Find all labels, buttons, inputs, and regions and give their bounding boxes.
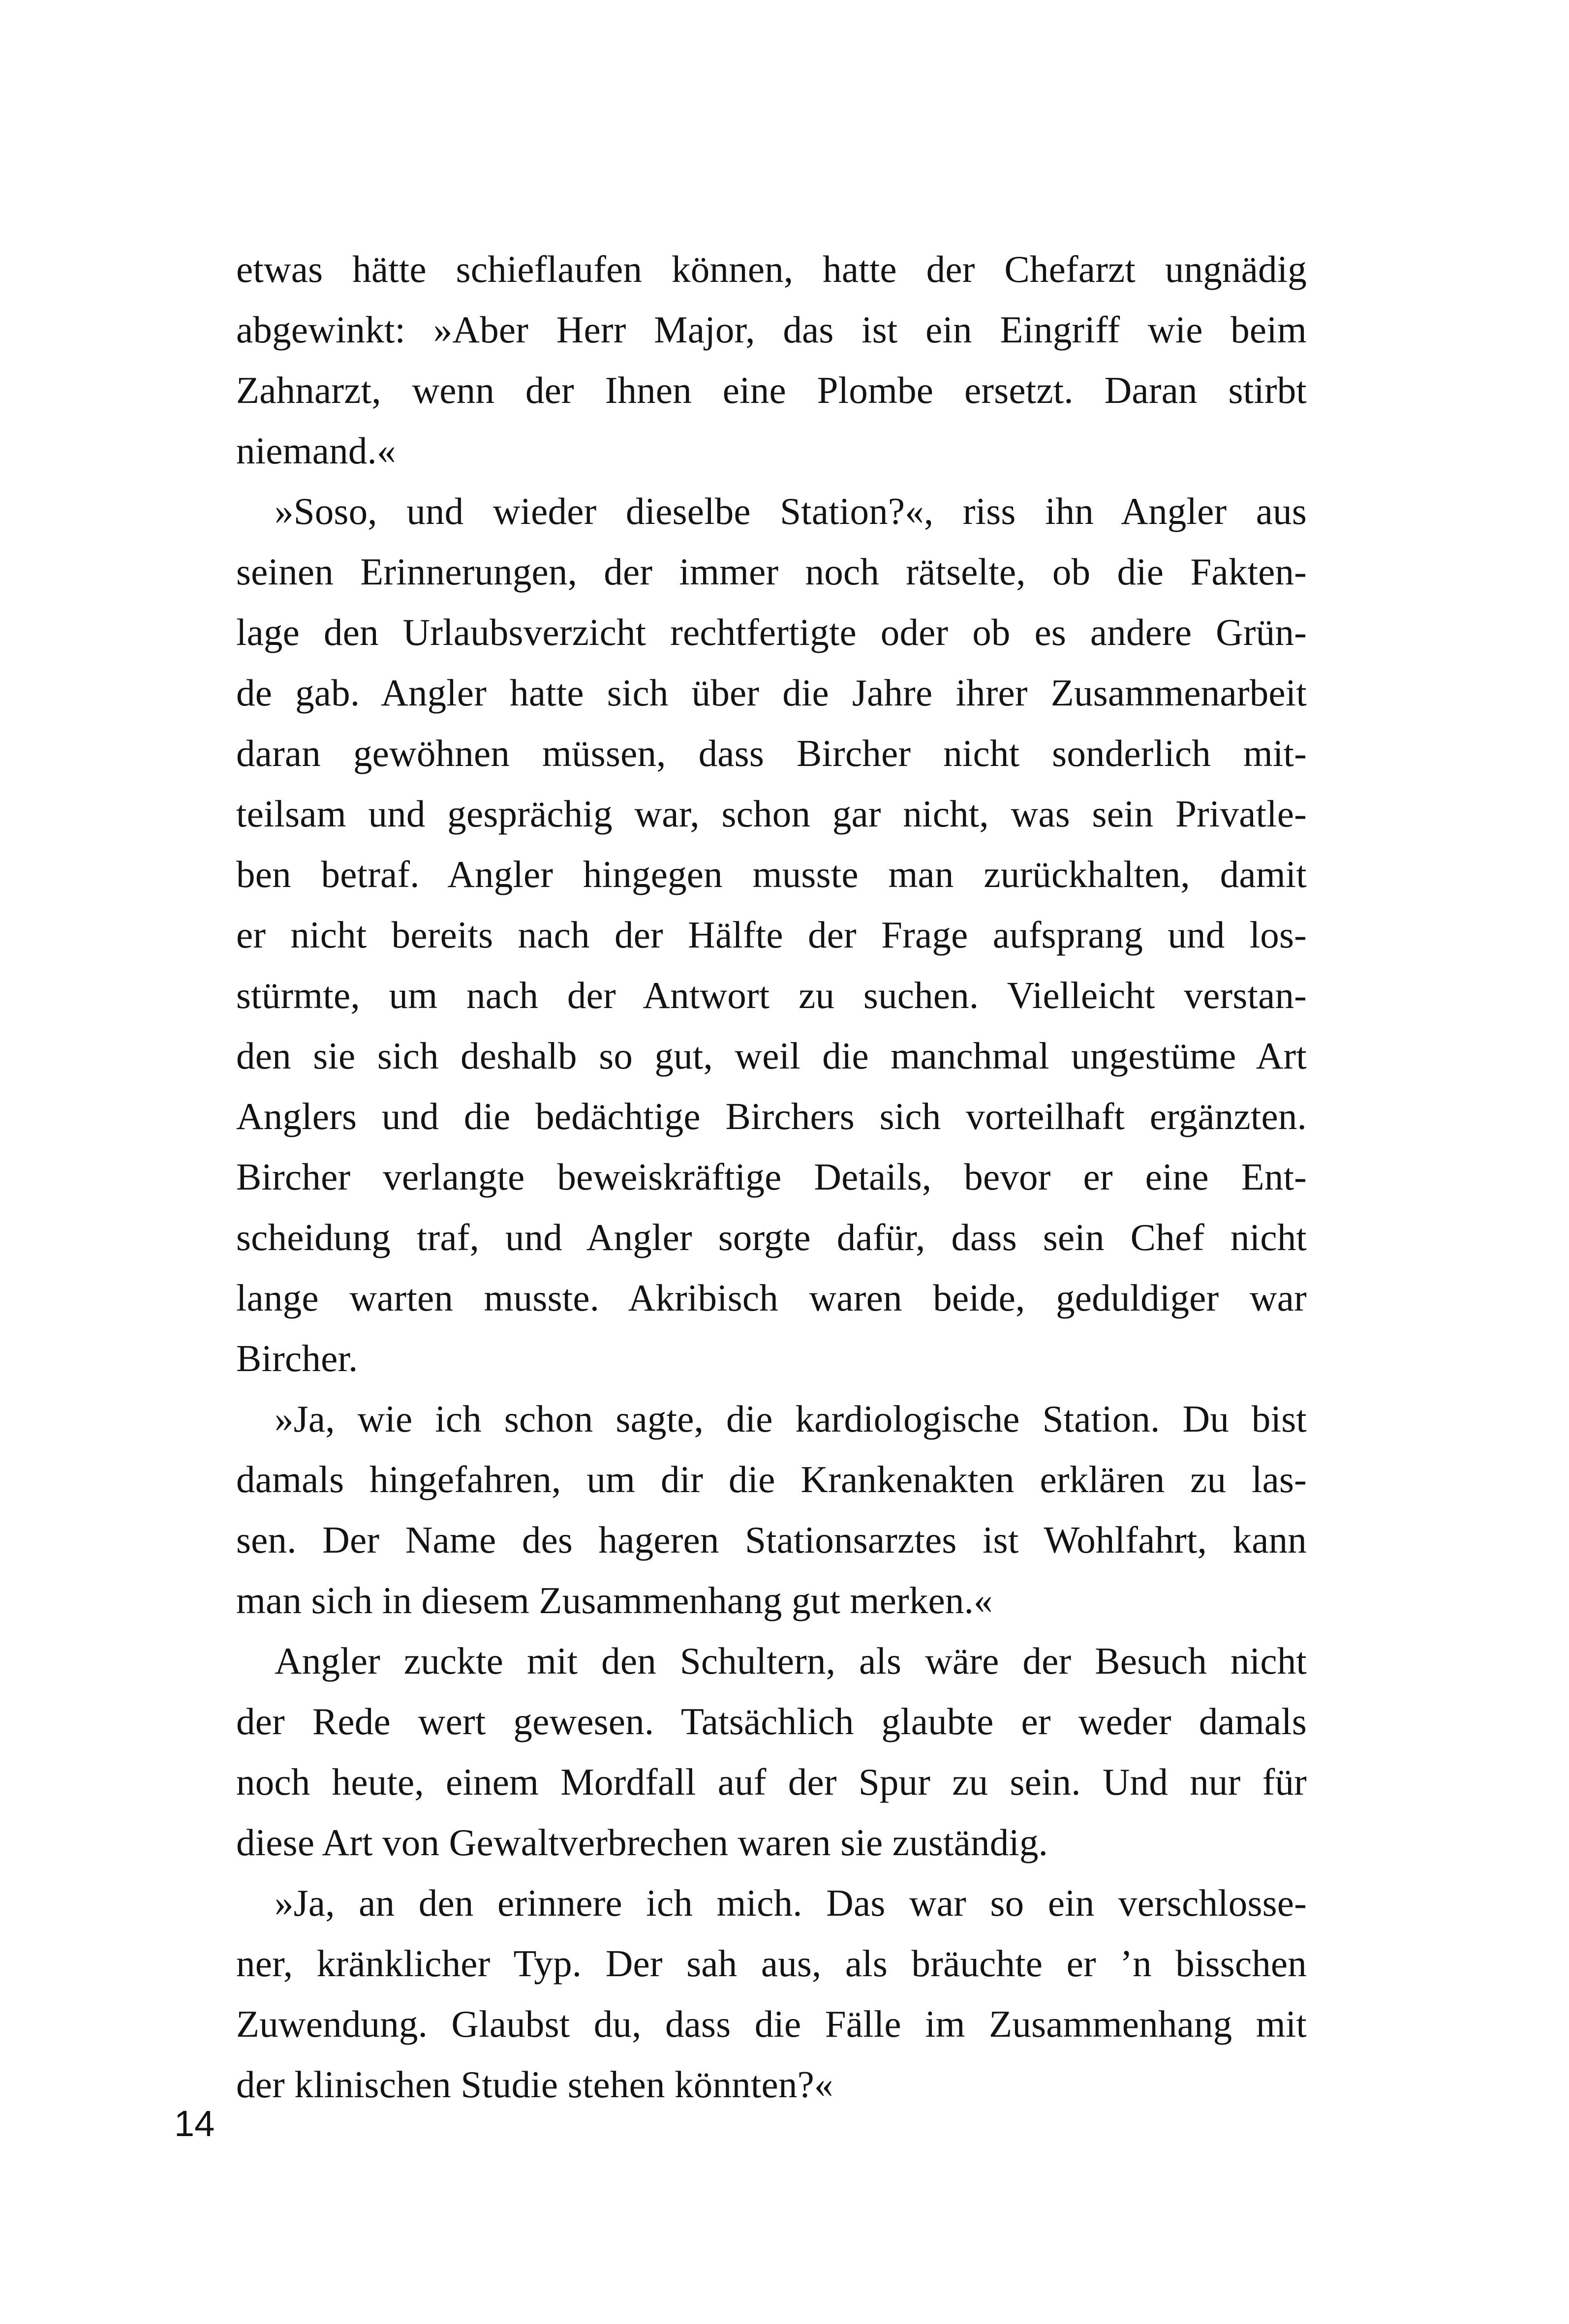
text-block xyxy=(236,239,1307,2115)
text-line: Bircher verlangte beweiskräftige Details, bevor er eine Ent- xyxy=(236,1156,1307,1198)
text-line: Angler zuckte mit den Schultern, als wäre der Besuch nicht xyxy=(275,1640,1307,1682)
text-line: Zuwendung. Glaubst du, dass die Fälle im Zusammenhang mit xyxy=(236,2003,1307,2045)
text-line: lage den Urlaubsverzicht rechtfertigte oder ob es andere Grün- xyxy=(236,611,1307,653)
text-line: sen. Der Name des hageren Stationsarztes ist Wohlfahrt, kann xyxy=(236,1519,1307,1561)
text-line: man sich in diesem Zusammenhang gut merken.« xyxy=(236,1579,993,1621)
text-line: Bircher. xyxy=(236,1337,358,1379)
text-line: »Ja, wie ich schon sagte, die kardiologische Station. Du bist xyxy=(275,1398,1307,1440)
text-line: stürmte, um nach der Antwort zu suchen. Vielleicht verstan- xyxy=(236,974,1307,1016)
text-line: der klinischen Studie stehen könnten?« xyxy=(236,2063,833,2106)
text-line: niemand.« xyxy=(236,429,396,472)
text-line: etwas hätte schieflaufen können, hatte der Chefarzt ungnädig xyxy=(236,248,1307,290)
text-line: lange warten musste. Akribisch waren beide, geduldiger war xyxy=(236,1277,1307,1319)
text-line: daran gewöhnen müssen, dass Bircher nicht sonderlich mit- xyxy=(236,732,1307,774)
text-line: Zahnarzt, wenn der Ihnen eine Plombe ersetzt. Daran stirbt xyxy=(236,369,1307,411)
text-line: ben betraf. Angler hingegen musste man zurückhalten, damit xyxy=(236,853,1307,895)
text-line: »Soso, und wieder dieselbe Station?«, riss ihn Angler aus xyxy=(275,490,1307,532)
text-line: scheidung traf, und Angler sorgte dafür, dass sein Chef nicht xyxy=(236,1216,1307,1258)
text-line: seinen Erinnerungen, der immer noch rätselte, ob die Fakten- xyxy=(236,550,1307,593)
text-line: teilsam und gesprächig war, schon gar nicht, was sein Privatle- xyxy=(236,793,1307,835)
text-line: der Rede wert gewesen. Tatsächlich glaubte er weder damals xyxy=(236,1700,1307,1743)
text-line: Anglers und die bedächtige Birchers sich vorteilhaft ergänzten. xyxy=(236,1095,1307,1137)
text-line: er nicht bereits nach der Hälfte der Frage aufsprang und los- xyxy=(236,914,1307,956)
text-line: damals hingefahren, um dir die Krankenakten erklären zu las- xyxy=(236,1458,1307,1500)
text-line: de gab. Angler hatte sich über die Jahre ihrer Zusammenarbeit xyxy=(236,672,1307,714)
text-line: noch heute, einem Mordfall auf der Spur zu sein. Und nur für xyxy=(236,1761,1307,1803)
page-number: 14 xyxy=(174,2103,215,2144)
text-line: abgewinkt: »Aber Herr Major, das ist ein Eingriff wie beim xyxy=(236,308,1307,351)
text-line: »Ja, an den erinnere ich mich. Das war so ein verschlosse- xyxy=(275,1882,1307,1924)
text-line: ner, kränklicher Typ. Der sah aus, als bräuchte er ’n bisschen xyxy=(236,1942,1307,1985)
text-line: den sie sich deshalb so gut, weil die manchmal ungestüme Art xyxy=(236,1035,1307,1077)
text-line: diese Art von Gewaltverbrechen waren sie zuständig. xyxy=(236,1821,1048,1864)
